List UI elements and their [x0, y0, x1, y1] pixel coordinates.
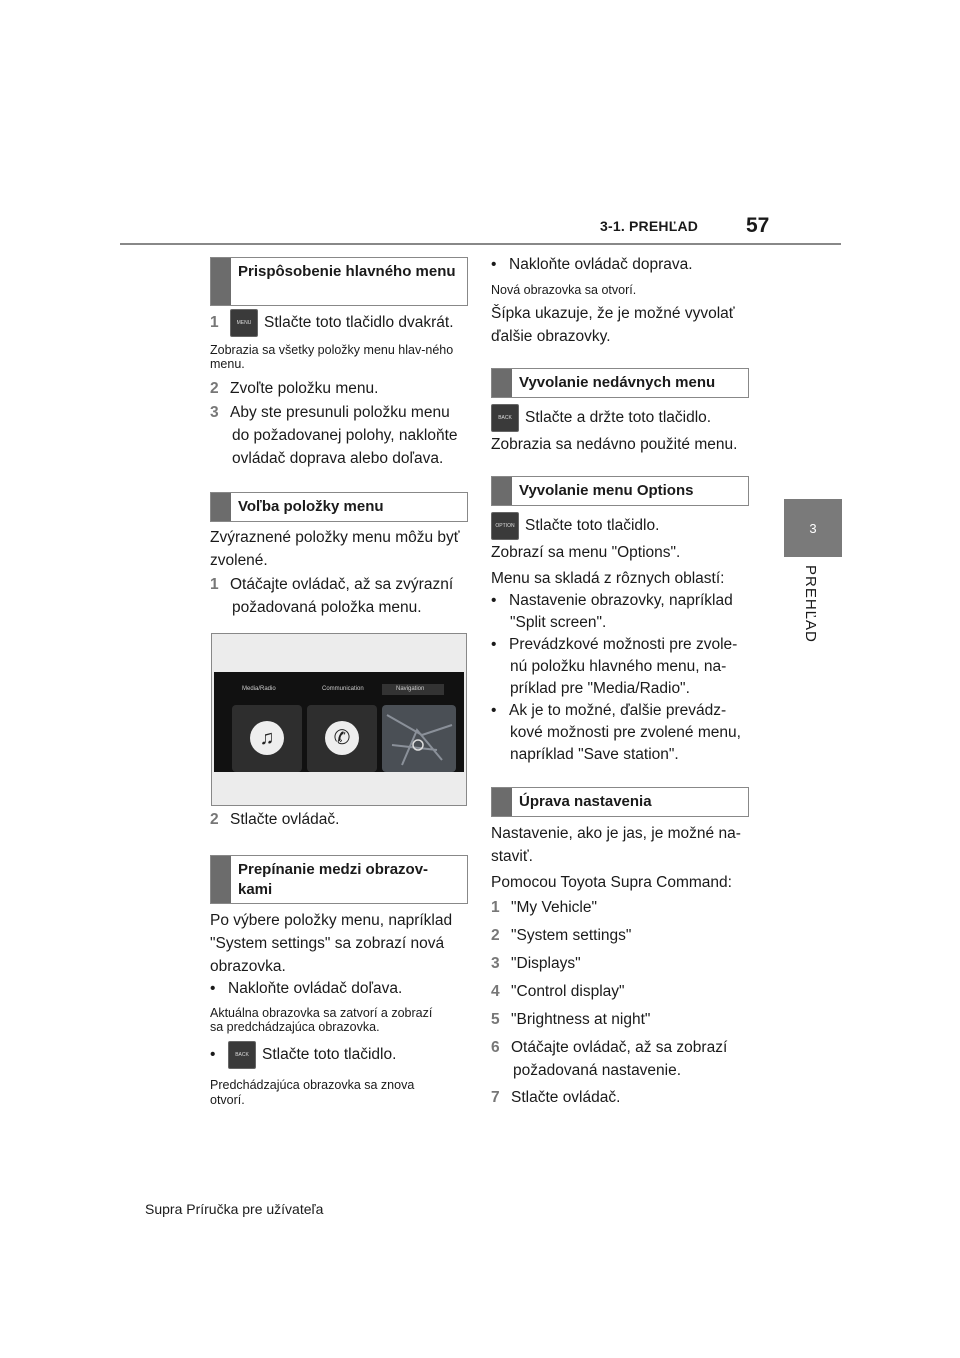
paragraph: Nastavenie, ako je jas, je možné na-	[491, 825, 741, 842]
heading-box-switch-screens	[210, 855, 468, 904]
heading: Úprava nastavenia	[519, 793, 652, 810]
footer-title: Supra Príručka pre užívateľa	[145, 1201, 324, 1217]
bullet: • Ak je to možné, ďalšie prevádz-	[491, 702, 727, 719]
paragraph: Menu sa skladá z rôznych oblastí:	[491, 570, 725, 587]
header-divider	[120, 243, 841, 245]
step-2: 2 "System settings"	[491, 927, 632, 944]
heading: Vyvolanie nedávnych menu	[519, 374, 716, 391]
heading-box-options-menu	[491, 476, 749, 506]
step-1: 1 Otáčajte ovládač, až sa zvýrazní	[210, 576, 454, 593]
step-6: 6 Otáčajte ovládač, až sa zobrazí	[491, 1039, 728, 1056]
heading-box-adjust-setting	[491, 787, 749, 817]
navigation-tile	[382, 705, 456, 772]
step-1-cont: požadovaná položka menu.	[232, 599, 422, 616]
step-6-cont: požadovaná nastavenie.	[513, 1062, 682, 1079]
bullet-cont: "Split screen".	[510, 614, 607, 631]
section-title: 3-1. PREHĽAD	[600, 218, 699, 234]
note: Zobrazia sa všetky položky menu hlav-ného menu.	[210, 343, 454, 371]
paragraph: Pomocou Toyota Supra Command:	[491, 874, 732, 891]
map-icon	[382, 705, 456, 772]
menu-button-icon: MENU	[230, 309, 258, 337]
heading-box-customize-menu	[210, 257, 468, 306]
chapter-label: PREHĽAD	[802, 565, 819, 643]
heading-box-select-item	[210, 492, 468, 522]
note: Predchádzajúca obrazovka sa znova	[210, 1078, 415, 1092]
step-2: 2 Zvoľte položku menu.	[210, 380, 379, 397]
back-button-icon: BACK	[228, 1041, 256, 1069]
heading: Prispôsobenie hlavného menu	[238, 263, 456, 280]
heading-box-recent-menus	[491, 368, 749, 398]
step-2: 2 Stlačte ovládač.	[210, 811, 340, 828]
heading: Prepínanie medzi obrazov-kami	[238, 861, 429, 898]
paragraph: Zobrazí sa menu "Options".	[491, 544, 681, 561]
display-screen	[214, 672, 464, 772]
bullet-cont: príklad pre "Media/Radio".	[510, 680, 690, 697]
bullet: • Nakloňte ovládač doprava.	[491, 256, 693, 273]
media-tile	[232, 705, 302, 772]
step-4: 4 "Control display"	[491, 983, 625, 1000]
step-3-cont: do požadovanej polohy, nakloňte	[232, 427, 458, 444]
paragraph: staviť.	[491, 848, 533, 865]
tab-navigation: Navigation	[382, 684, 444, 695]
bullet: • Nastavenie obrazovky, napríklad	[491, 592, 733, 609]
tab-communication: Communication	[322, 686, 364, 692]
bullet-cont: napríklad "Save station".	[510, 746, 679, 763]
bullet-cont: kové možnosti pre zvolené menu,	[510, 724, 741, 741]
bullet-cont: nú položku hlavného menu, na-	[510, 658, 727, 675]
note: otvorí.	[210, 1093, 245, 1107]
step: BACK Stlačte a držte toto tlačidlo.	[491, 404, 711, 432]
option-button-icon: OPTION	[491, 512, 519, 540]
paragraph: Zobrazia sa nedávno použité menu.	[491, 436, 738, 453]
note: Nová obrazovka sa otvorí.	[491, 283, 637, 297]
paragraph: zvolené.	[210, 552, 268, 569]
paragraph: obrazovka.	[210, 958, 286, 975]
back-button-icon: BACK	[491, 404, 519, 432]
step-1: 1 MENU Stlačte toto tlačidlo dvakrát.	[210, 309, 454, 337]
phone-icon: ✆	[325, 721, 359, 755]
step-3: 3 Aby ste presunuli položku menu	[210, 404, 450, 421]
page-number: 57	[746, 214, 770, 237]
note: Aktuálna obrazovka sa zatvorí a zobrazí	[210, 1006, 433, 1020]
paragraph: Šípka ukazuje, že je možné vyvolať	[491, 305, 735, 322]
music-note-icon: ♫	[250, 721, 284, 755]
step: OPTION Stlačte toto tlačidlo.	[491, 512, 659, 540]
paragraph: "System settings" sa zobrazí nová	[210, 935, 445, 952]
paragraph: Zvýraznené položky menu môžu byť	[210, 529, 460, 546]
tab-media-radio: Media/Radio	[242, 686, 276, 692]
step-7: 7 Stlačte ovládač.	[491, 1089, 621, 1106]
paragraph: Po výbere položky menu, napríklad	[210, 912, 453, 929]
control-display-image	[211, 633, 467, 806]
paragraph: ďalšie obrazovky.	[491, 328, 611, 345]
bullet: • BACK Stlačte toto tlačidlo.	[210, 1041, 396, 1069]
heading: Vyvolanie menu Options	[519, 482, 694, 499]
step-5: 5 "Brightness at night"	[491, 1011, 651, 1028]
step-3: 3 "Displays"	[491, 955, 581, 972]
step-3-cont: ovládač doprava alebo doľava.	[232, 450, 444, 467]
step-1: 1 "My Vehicle"	[491, 899, 597, 916]
communication-tile	[307, 705, 377, 772]
heading: Voľba položky menu	[238, 498, 384, 515]
note: sa predchádzajúca obrazovka.	[210, 1020, 380, 1034]
bullet: • Nakloňte ovládač doľava.	[210, 980, 403, 997]
bullet: • Prevádzkové možnosti pre zvole-	[491, 636, 738, 653]
chapter-tab: 3	[784, 499, 842, 557]
